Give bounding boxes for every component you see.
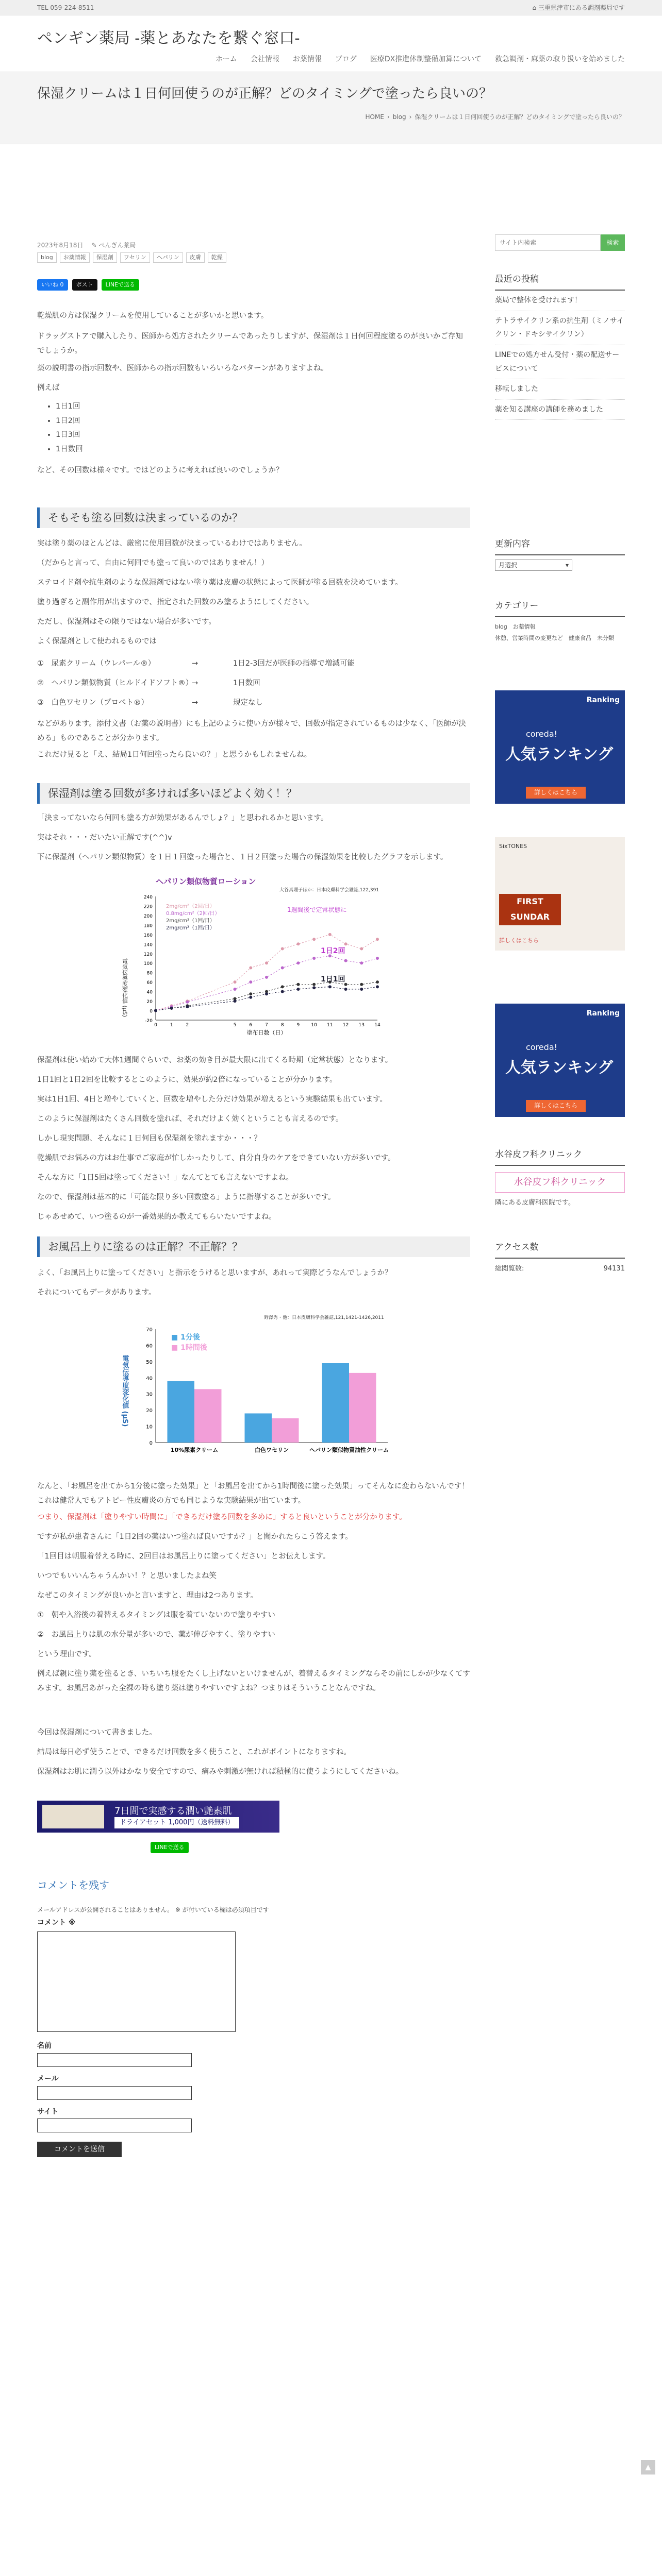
data-point	[234, 988, 237, 991]
x-tick-label: 6	[249, 1023, 253, 1028]
breadcrumb: HOME › blog › 保湿クリームは１日何回使うのが正解？どのタイミングで塗ったら良いの？	[366, 111, 625, 123]
phone-label[interactable]: TEL 059-224-8511	[37, 4, 94, 11]
paragraph: 塗り過ぎると副作用が出ますので、指定された回数のみ塗るようにしてください。	[37, 598, 314, 606]
submit-comment-button[interactable]: コメントを送信	[37, 2142, 122, 2157]
paragraph: 1日1回と1日2回を比較するとこのように、効果が約2倍になっていることが分かります。	[37, 1076, 337, 1084]
data-point	[344, 942, 347, 945]
bar	[272, 1418, 299, 1443]
data-point	[265, 961, 268, 964]
data-point	[281, 947, 284, 951]
search-input[interactable]	[495, 234, 601, 251]
annotation: 1週間後で定常状態に	[287, 906, 347, 913]
y-tick-label: 160	[143, 933, 153, 938]
y-tick-label: -20	[145, 1019, 153, 1024]
tag[interactable]: 皮膚	[186, 252, 205, 263]
access-count: 94131	[603, 1265, 625, 1273]
annotation: 1日2回	[321, 947, 345, 955]
paragraph: 結局は毎日必ず使うことで、できるだけ回数を多く使うこと、これがポイントになりますね。	[37, 1748, 351, 1756]
list-item: • 1日数回	[56, 443, 192, 457]
category-title: カテゴリー	[495, 598, 625, 617]
category-list	[495, 621, 625, 644]
tag[interactable]: blog	[37, 252, 57, 263]
y-tick-label: 40	[146, 990, 153, 995]
tag-list	[37, 252, 226, 263]
heparin-line-chart	[109, 876, 398, 1041]
promo-banner[interactable]: 7日間で実感する潤い艶素肌 ドライアセット 1,000円（送料無料）	[37, 1801, 279, 1833]
y-tick-label: 0	[150, 1009, 153, 1014]
x-tick-label: 2	[186, 1023, 189, 1028]
chevron-down-icon: ▾	[565, 562, 569, 569]
data-point	[281, 966, 284, 969]
paragraph: なので、保湿剤は基本的に「可能な限り多い回数塗る」ように指導することが多いです。	[37, 1193, 336, 1201]
recent-link[interactable]: 薬局で整体を受けれます！	[495, 291, 625, 311]
global-nav	[216, 53, 625, 66]
x-tick-label: 10%尿素クリーム	[170, 1447, 219, 1453]
data-point	[234, 999, 237, 1003]
paragraph: などがあります。添付文書（お薬の説明書）にも上記のように使い方が様々で、回数が指定されているものは少なく、「医師が決める」ものであることが分かります。	[37, 720, 467, 742]
x-tick-label: 13	[358, 1023, 365, 1028]
bar	[322, 1363, 350, 1443]
access-widget	[495, 1239, 625, 1276]
legend-entry: 2mg/cm²（1回/日）	[166, 918, 215, 924]
y-axis-label: 電気伝導度変化値 (μS)	[121, 958, 128, 1018]
tag[interactable]: お薬情報	[60, 252, 90, 263]
section-heading: そもそも塗る回数は決まっているのか？	[37, 507, 470, 528]
y-tick-label: 180	[143, 923, 153, 929]
paragraph: 保湿剤は使い始めて大体1週間ぐらいで、お薬の効き目が最大限に出てくる時期（定常状態）となります。	[37, 1056, 393, 1064]
post-meta	[37, 240, 136, 251]
section-heading: お風呂上りに塗るのは正解？不正解？？	[37, 1236, 470, 1257]
paragraph: ① 朝や入浴後の着替えるタイミングは服を着ていないので塗りやすい	[37, 1611, 275, 1619]
paragraph: 例えば親に塗り薬を塗るとき、いちいち服をたくし上げないといけませんが、着替えるタイミングならその前にしかが少なくてすみます。お風呂あがった全裸の時も塗り薬は塗りやすいですよね？つまりはそういうことなんですね。	[37, 1670, 470, 1692]
series-line	[156, 982, 377, 1010]
data-point	[296, 961, 300, 964]
comment-note: メールアドレスが公開されることはありません。 ※ が付いている欄は必須項目です	[37, 1906, 269, 1913]
nav-medicine[interactable]: お薬情報	[292, 55, 322, 63]
line-button[interactable]: LINEで送る	[102, 279, 140, 291]
archive-widget	[495, 536, 625, 571]
bar	[349, 1373, 376, 1443]
list-item: • 1日3回	[56, 428, 192, 443]
email-label: メール	[37, 2074, 59, 2083]
data-point	[265, 976, 268, 979]
nav-company[interactable]: 会社情報	[250, 55, 279, 63]
recent-link[interactable]: テトラサイクリン系の抗生剤（ミノサイクリン・ドキシサイクリン）	[495, 311, 625, 345]
y-tick-label: 50	[146, 1359, 153, 1365]
y-tick-label: 20	[146, 1408, 153, 1414]
paragraph: そんな方に「1日5回は塗ってください！」なんてとても言えないですよね。	[37, 1174, 293, 1182]
category-item[interactable]: blog	[495, 623, 507, 631]
search-box	[495, 234, 625, 251]
top-info: ⌂ 三重県津市にある調剤薬局です	[532, 4, 625, 11]
clinic-title: 水谷皮フ科クリニック	[495, 1146, 625, 1166]
recent-link[interactable]: LINEでの処方せん受付・薬の配送サービスについて	[495, 345, 625, 379]
chevron-up-icon: ▲	[645, 2463, 651, 2471]
paragraph: （だからと言って、自由に何回でも塗って良いのではありません！）	[37, 559, 269, 567]
paragraph: ただし、保湿剤はその限りではない場合が多いです。	[37, 618, 216, 626]
y-tick-label: 60	[146, 980, 153, 986]
paragraph: 実は塗り薬のほとんどは、厳密に使用回数が決まっているわけではありません。	[37, 539, 307, 548]
recent-link[interactable]: 薬を知る講座の講師を務めました	[495, 400, 625, 420]
bath-bar-chart	[109, 1309, 398, 1473]
legend-entry: 0.8mg/cm²（2回/日）	[166, 911, 220, 917]
nav-emergency[interactable]: 救急調剤・麻薬の取り扱いを始めました	[495, 55, 625, 63]
x-tick-label: 白色ワセリン	[255, 1447, 289, 1453]
paragraph: このように保湿剤はたくさん回数を塗れば、それだけよく効くということも言えるのです。	[37, 1115, 343, 1123]
data-point	[312, 986, 316, 989]
clinic-text: 隣にある皮膚科医院です。	[495, 1199, 575, 1207]
post-button[interactable]: ポスト	[72, 279, 97, 291]
drug-table-row: ② ヘパリン類似物質（ヒルドイドソフト®）→ 1日数回	[37, 679, 260, 687]
data-point	[376, 938, 379, 941]
data-point	[265, 992, 268, 995]
paragraph: 実はそれ・・・だいたい正解です(^^)v	[37, 834, 172, 842]
data-point	[249, 980, 252, 984]
share-buttons	[37, 279, 139, 291]
line-share-bottom[interactable]: LINEで送る	[151, 1842, 189, 1853]
paragraph: それについてもデータがあります。	[37, 1289, 156, 1297]
x-tick-label: 12	[342, 1023, 349, 1028]
category-item[interactable]: 健康食品	[569, 635, 591, 642]
legend-entry: ■ 1時間後	[171, 1344, 207, 1352]
y-tick-label: 100	[143, 961, 153, 967]
data-point	[344, 959, 347, 962]
content-wrap	[37, 144, 625, 2530]
y-tick-label: 40	[146, 1376, 153, 1382]
y-tick-label: 60	[146, 1343, 153, 1349]
data-point	[360, 983, 363, 986]
data-point	[296, 942, 300, 945]
sixtones-banner[interactable]: SixTONES FIRST SUNDAR 詳しくはこちら	[495, 837, 625, 951]
comment-textarea[interactable]	[37, 1931, 236, 2032]
paragraph: ステロイド剤や抗生剤のような保湿剤ではない塗り薬は皮膚の状態によって医師が塗る回数を決めています。	[37, 579, 403, 587]
list-item: • 1日1回	[56, 400, 192, 414]
bar	[168, 1381, 195, 1443]
x-tick-label: 9	[296, 1023, 300, 1028]
list-item: • 1日2回	[56, 414, 192, 429]
paragraph: 実は1日1回、4日と増やしていくと、回数を増やした分だけ効果が増えるという実験結果も出ています。	[37, 1095, 388, 1104]
count-list	[37, 400, 192, 456]
data-point	[328, 985, 332, 988]
crumb-current: 保湿クリームは１日何回使うのが正解？どのタイミングで塗ったら良いの？	[415, 113, 625, 121]
data-point	[281, 990, 284, 993]
comment-form	[37, 1875, 470, 2157]
ranking-banner[interactable]: Ranking coreda! 人気ランキング 詳しくはこちら	[495, 690, 625, 804]
paragraph: これだけ見ると「え、結局1日何回塗ったら良いの？」と思うかもしれませんね。	[37, 751, 312, 759]
site-input[interactable]	[37, 2119, 192, 2132]
data-point	[312, 957, 316, 960]
page-top-button[interactable]	[641, 2460, 655, 2475]
crumb-blog[interactable]: blog	[392, 113, 406, 121]
paragraph: ドラッグストアで購入したり、医師から処方されたクリームであったりしますが、保湿剤は１日何回程度塗るのが良いかご存知でしょうか。	[37, 332, 463, 355]
y-tick-label: 200	[143, 913, 153, 919]
nav-home[interactable]: ホーム	[215, 55, 237, 63]
data-point	[360, 961, 363, 964]
product-image	[42, 1805, 104, 1828]
paragraph: ② お風呂上りは肌の水分量が多いので、薬が伸びやすく、塗りやすい	[37, 1631, 275, 1639]
search-button[interactable]: 検索	[601, 234, 625, 251]
data-point	[376, 957, 379, 960]
archive-select[interactable]: 月選択 ▾	[495, 560, 572, 571]
paragraph: 「決まってないなら何回も塗る方が効果があるんでしょ？」と思われるかと思います。	[37, 814, 328, 822]
x-tick-label: 11	[327, 1023, 333, 1028]
paragraph: よく、「お風呂上りに塗ってください」と指示をうけると思いますが、あれって実際どうなんでしょうか？	[37, 1269, 392, 1277]
paragraph: なぜこのタイミングが良いかと言いますと、理由は2つあります。	[37, 1591, 258, 1600]
y-axis-label: 電気伝導度変化値 (μS)	[121, 1355, 129, 1427]
data-point	[376, 985, 379, 988]
home-icon: ⌂	[532, 4, 538, 11]
archive-title: 更新内容	[495, 536, 625, 555]
y-tick-label: 240	[143, 895, 153, 900]
data-point	[249, 996, 252, 999]
x-tick-label: 8	[280, 1023, 284, 1028]
chart-source: 大谷真理子ほか：日本皮膚科学会雑誌,122,391	[279, 888, 379, 893]
paragraph: という理由です。	[37, 1650, 96, 1658]
post-date: 2023年8月18日	[37, 242, 84, 249]
data-point	[360, 988, 363, 991]
site-logo[interactable]: ペンギン薬局 -薬とあなたを繋ぐ窓口-	[37, 29, 300, 47]
paragraph: 薬の説明書の指示回数や、医師からの指示回数もいろいろなパターンがありますよね。	[37, 364, 328, 372]
data-point	[328, 933, 332, 936]
crumb-home[interactable]: HOME	[365, 113, 384, 121]
x-axis-label: 塗布日数（日）	[246, 1029, 287, 1036]
y-tick-label: 140	[143, 942, 153, 948]
data-point	[186, 1001, 189, 1004]
drug-table-row: ③ 白色ワセリン（プロペト®） → 規定なし	[37, 699, 263, 707]
x-tick-label: 14	[374, 1023, 380, 1028]
paragraph: 下に保湿剤（ヘパリン類似物質）を１日１回塗った場合と、１日２回塗った場合の保湿効果を比較したグラフを示します。	[37, 853, 448, 861]
page-title: 保湿クリームは１日何回使うのが正解？どのタイミングで塗ったら良いの？	[37, 86, 492, 101]
legend-entry: 2mg/cm²（1回/日）	[166, 925, 215, 931]
category-widget	[495, 598, 625, 644]
ranking-banner[interactable]: Ranking coreda! 人気ランキング 詳しくはこちら	[495, 1004, 625, 1117]
chart-title: ヘパリン類似物質ローション	[156, 877, 256, 886]
paragraph: しかし現実問題、そんなに１日何回も保湿剤を塗れますか・・・？	[37, 1134, 261, 1143]
comment-title: コメントを残す	[37, 1879, 109, 1891]
comment-label: コメント ※	[37, 1918, 76, 1927]
site-label: サイト	[37, 2107, 59, 2116]
access-label: 総閲覧数:	[495, 1265, 524, 1273]
data-point	[249, 966, 252, 969]
paragraph: いつでもいいんちゃうんかい！？と思いましたよね笑	[37, 1572, 217, 1580]
paragraph: よく保湿剤として使われるものでは	[37, 637, 157, 646]
x-tick-label: 1	[170, 1023, 173, 1028]
x-tick-label: 10	[311, 1023, 317, 1028]
data-point	[234, 980, 237, 984]
data-point	[296, 983, 300, 986]
data-point	[312, 983, 316, 986]
annotation: 1日1回	[321, 975, 345, 984]
data-point	[360, 947, 363, 951]
series-line	[156, 935, 377, 1011]
paragraph: ですが私が患者さんに「1日2回の薬はいつ塗れば良いですか？」と聞かれたらこう答えます。	[37, 1533, 353, 1541]
email-input[interactable]	[37, 2086, 192, 2100]
pencil-icon: ✎	[91, 242, 97, 249]
x-tick-label: 0	[154, 1023, 157, 1028]
section-heading: 保湿剤は塗る回数が多ければ多いほどよく効く！？	[37, 783, 470, 804]
name-label: 名前	[37, 2042, 52, 2050]
paragraph: 今回は保湿剤について書きました。	[37, 1728, 157, 1737]
site-header	[0, 15, 662, 72]
data-point	[170, 1007, 173, 1010]
x-tick-label: ヘパリン類似物質油性クリーム	[309, 1447, 389, 1453]
y-tick-label: 30	[146, 1392, 153, 1398]
name-input[interactable]	[37, 2053, 192, 2067]
access-title: アクセス数	[495, 1239, 625, 1259]
like-button[interactable]: いいね 0	[37, 279, 68, 291]
recent-posts	[495, 271, 625, 420]
paragraph: 例えば	[37, 384, 60, 392]
post-author[interactable]: ✎ ぺんぎん薬局	[91, 242, 136, 249]
y-tick-label: 10	[146, 1424, 153, 1430]
paragraph: 「1回目は朝服着替える時に、2回目はお風呂上りに塗ってください」とお伝えします。	[37, 1552, 330, 1561]
y-tick-label: 0	[149, 1440, 153, 1446]
paragraph: なんと、「お風呂を出てから1分後に塗った効果」と「お風呂を出てから1時間後に塗った効果」ってそんなに変わらないんです！これは健常人でもアトピー性皮膚炎の方でも同じような実験結果が出ています。	[37, 1482, 469, 1505]
paragraph: 乾燥肌でお悩みの方はお仕事でご家庭が忙しかったりして、自分自身のケアをできていない方が多いです。	[37, 1154, 395, 1162]
x-tick-label: 5	[233, 1023, 237, 1028]
highlight-paragraph: つまり、保湿剤は「塗りやすい時間に」「できるだけ塗る回数を多めに」すると良いということが分かります。	[37, 1513, 407, 1521]
bar	[194, 1389, 222, 1443]
paragraph: じゃあせめて、いつ塗るのが一番効果的か教えてもらいたいですよね。	[37, 1213, 276, 1221]
data-point	[376, 980, 379, 984]
recent-title: 最近の投稿	[495, 271, 625, 291]
clinic-widget	[495, 1146, 625, 1210]
tag[interactable]: ワセリン	[120, 252, 150, 263]
chart-source: 野澤秀・他：日本皮膚科学会雑誌,121,1421-1426,2011	[264, 1315, 384, 1320]
y-tick-label: 70	[146, 1327, 153, 1333]
tag[interactable]: 乾燥	[208, 252, 226, 263]
legend-entry: 2mg/cm²（2回/日）	[166, 904, 215, 909]
paragraph: 乾燥肌の方は保湿クリームを使用していることが多いかと思います。	[37, 312, 269, 320]
category-item[interactable]: 休憩、営業時間の変更など	[495, 635, 563, 642]
tag[interactable]: ヘパリン	[153, 252, 183, 263]
paragraph: など、その回数は様々です。ではどのように考えれば良いのでしょうか？	[37, 466, 284, 474]
drug-table-row: ① 尿素クリーム（ウレパール®） → 1日2-3回だが医師の指導で増減可能	[37, 659, 355, 668]
y-tick-label: 20	[146, 999, 153, 1005]
paragraph: 保湿剤はお肌に潤う以外はかなり安全ですので、痛みや刺激が無ければ積極的に使うようにしてくださいね。	[37, 1768, 404, 1776]
data-point	[249, 992, 252, 995]
recent-link[interactable]: 移転しました	[495, 379, 625, 400]
data-point	[296, 988, 300, 991]
y-tick-label: 220	[143, 904, 153, 910]
top-bar	[0, 0, 662, 15]
data-point	[312, 938, 316, 941]
page-header	[0, 72, 662, 144]
x-tick-label: 7	[265, 1023, 268, 1028]
nav-dx[interactable]: 医療DX推進体制整備加算について	[370, 55, 482, 63]
bar	[245, 1413, 272, 1443]
clinic-logo[interactable]: 水谷皮フ科クリニック	[495, 1172, 625, 1193]
category-item[interactable]: 未分類	[597, 635, 614, 642]
data-point	[281, 985, 284, 988]
nav-blog[interactable]: ブログ	[335, 55, 357, 63]
legend-entry: ■ 1分後	[171, 1333, 200, 1342]
data-point	[344, 988, 347, 991]
y-tick-label: 120	[143, 952, 153, 957]
y-tick-label: 80	[146, 971, 153, 976]
tag[interactable]: 保湿剤	[93, 252, 117, 263]
data-point	[154, 1009, 157, 1012]
data-point	[186, 1005, 189, 1008]
category-item[interactable]: お薬情報	[512, 623, 536, 631]
